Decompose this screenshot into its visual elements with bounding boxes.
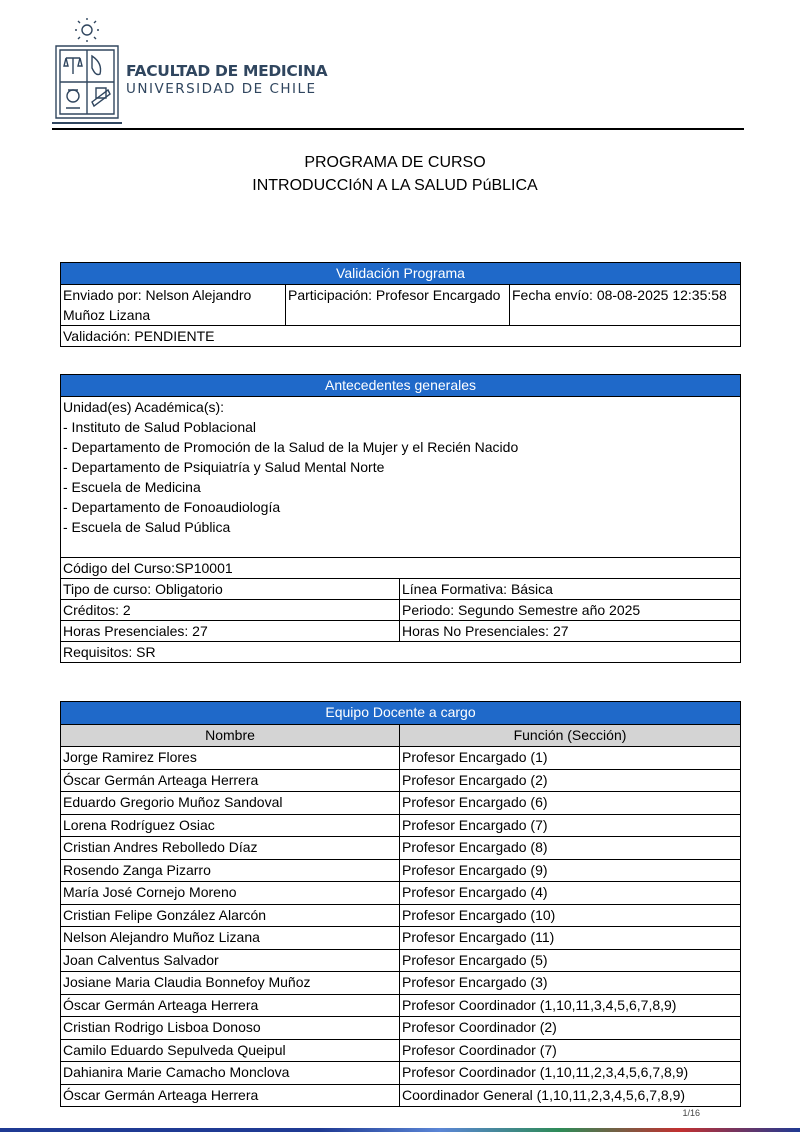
teacher-name: Óscar Germán Arteaga Herrera (61, 769, 400, 792)
table-row (61, 859, 741, 882)
teacher-role: Profesor Encargado (10) (400, 904, 741, 927)
teacher-role: Profesor Encargado (9) (400, 859, 741, 882)
table-row (61, 1017, 741, 1040)
validation-heading: Validación Programa (61, 263, 741, 285)
column-header-role: Función (Sección) (400, 724, 741, 747)
teacher-name: Rosendo Zanga Pizarro (61, 859, 400, 882)
period: Periodo: Segundo Semestre año 2025 (400, 600, 741, 621)
table-row (61, 904, 741, 927)
teacher-role: Profesor Coordinador (2) (400, 1017, 741, 1040)
course-code: Código del Curso:SP10001 (61, 558, 741, 579)
teacher-role: Profesor Encargado (5) (400, 949, 741, 972)
teacher-role: Profesor Encargado (4) (400, 882, 741, 905)
teacher-role: Profesor Encargado (8) (400, 837, 741, 860)
teacher-name: Nelson Alejandro Muñoz Lizana (61, 927, 400, 950)
university-crest-logo (52, 18, 122, 126)
requirements: Requisitos: SR (61, 642, 741, 663)
teacher-name: Cristian Felipe González Alarcón (61, 904, 400, 927)
teacher-role: Profesor Coordinador (1,10,11,3,4,5,6,7,8,9) (400, 994, 741, 1017)
academic-unit-item: - Instituto de Salud Poblacional (63, 419, 257, 435)
teacher-role: Profesor Coordinador (7) (400, 1039, 741, 1062)
table-row (61, 1062, 741, 1085)
teaching-team-rows (61, 747, 741, 1107)
teacher-name: Cristian Andres Rebolledo Díaz (61, 837, 400, 860)
validation-status: Validación: PENDIENTE (61, 326, 741, 347)
in-person-hours: Horas Presenciales: 27 (61, 621, 400, 642)
teacher-name: Óscar Germán Arteaga Herrera (61, 994, 400, 1017)
header-divider (52, 128, 744, 130)
teacher-role: Profesor Encargado (6) (400, 792, 741, 815)
table-row (61, 814, 741, 837)
table-row (61, 972, 741, 995)
general-info-heading: Antecedentes generales (61, 375, 741, 397)
teacher-role: Profesor Coordinador (1,10,11,2,3,4,5,6,7,8,9) (400, 1062, 741, 1085)
teacher-name: Cristian Rodrigo Lisboa Donoso (61, 1017, 400, 1040)
teaching-team-table (60, 701, 741, 1107)
university-name: UNIVERSIDAD DE CHILE (126, 81, 317, 97)
credits: Créditos: 2 (61, 600, 400, 621)
table-row (61, 747, 741, 770)
teacher-name: Jorge Ramirez Flores (61, 747, 400, 770)
table-row (61, 837, 741, 860)
academic-unit-item: - Departamento de Promoción de la Salud de la Mujer y el Recién Nacido (63, 439, 519, 455)
table-row (61, 882, 741, 905)
teacher-role: Profesor Encargado (7) (400, 814, 741, 837)
table-row (61, 927, 741, 950)
teacher-role: Profesor Encargado (3) (400, 972, 741, 995)
teacher-name: Josiane Maria Claudia Bonnefoy Muñoz (61, 972, 400, 995)
teacher-role: Profesor Encargado (1) (400, 747, 741, 770)
teacher-role: Profesor Encargado (2) (400, 769, 741, 792)
formative-line: Línea Formativa: Básica (400, 579, 741, 600)
academic-unit-item: - Escuela de Salud Pública (63, 519, 231, 535)
faculty-name: FACULTAD DE MEDICINA (126, 62, 328, 80)
sent-by-cell: Enviado por: Nelson Alejandro Muñoz Lizana (61, 285, 286, 326)
teacher-name: Dahianira Marie Camacho Monclova (61, 1062, 400, 1085)
table-row (61, 949, 741, 972)
document-title: PROGRAMA DE CURSO (304, 154, 486, 171)
teacher-name: Camilo Eduardo Sepulveda Queipul (61, 1039, 400, 1062)
teacher-role: Coordinador General (1,10,11,2,3,4,5,6,7,8,9) (400, 1084, 741, 1107)
table-row (61, 1084, 741, 1107)
teaching-team-heading: Equipo Docente a cargo (61, 702, 741, 725)
teacher-name: Joan Calventus Salvador (61, 949, 400, 972)
brand-block (126, 62, 327, 97)
teacher-name: Óscar Germán Arteaga Herrera (61, 1084, 400, 1107)
table-row (61, 769, 741, 792)
column-header-name: Nombre (61, 724, 400, 747)
send-date-cell: Fecha envío: 08-08-2025 12:35:58 (510, 285, 741, 326)
teacher-name: Lorena Rodríguez Osiac (61, 814, 400, 837)
academic-unit-item: - Departamento de Psiquiatría y Salud Mental Norte (63, 459, 385, 475)
validation-table (60, 262, 741, 347)
participation-cell: Participación: Profesor Encargado (286, 285, 510, 326)
teacher-name: Eduardo Gregorio Muñoz Sandoval (61, 792, 400, 815)
academic-unit-item: - Departamento de Fonoaudiología (63, 499, 281, 515)
footer-color-bar (0, 1128, 800, 1132)
table-row (61, 994, 741, 1017)
general-info-table (60, 374, 741, 663)
table-row (61, 1039, 741, 1062)
course-title: INTRODUCCIóN A LA SALUD PúBLICA (252, 177, 538, 194)
non-in-person-hours: Horas No Presenciales: 27 (400, 621, 741, 642)
course-type: Tipo de curso: Obligatorio (61, 579, 400, 600)
academic-unit-item: - Escuela de Medicina (63, 479, 201, 495)
table-row (61, 792, 741, 815)
page-number: 1/16 (682, 1108, 700, 1118)
teacher-name: María José Cornejo Moreno (61, 882, 400, 905)
academic-units-cell (61, 397, 741, 558)
academic-units-label: Unidad(es) Académica(s): (63, 399, 225, 415)
teacher-role: Profesor Encargado (11) (400, 927, 741, 950)
